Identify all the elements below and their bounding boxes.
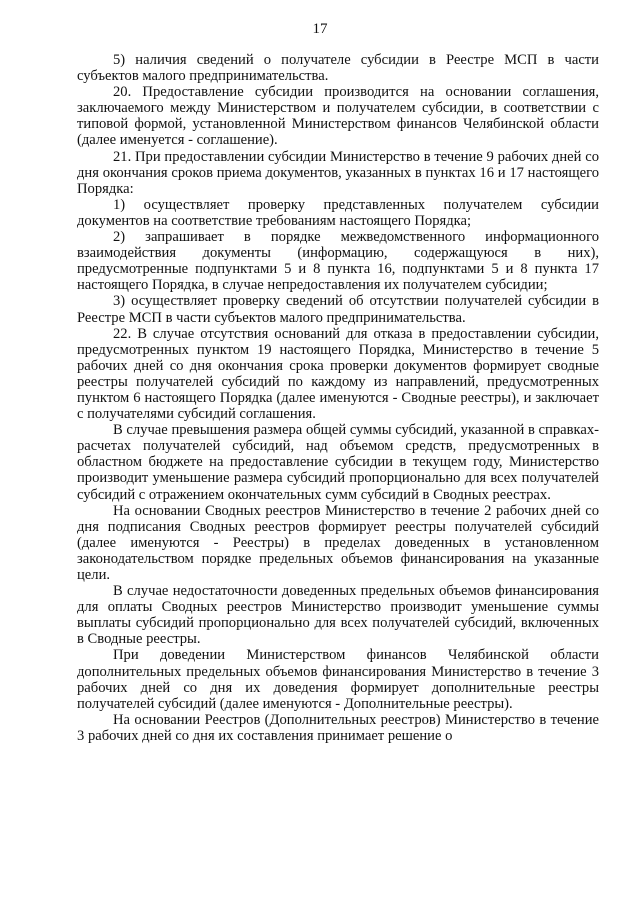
paragraph-excess-sum: В случае превышения размера общей суммы субсидий, указанной в справках-расчетах получателей субсидий, над объемом средств, предусмотренных в областном бюджете на предоставление субсидии в текущем году, Министерство производит уменьшение размера субсидий пропорционально для всех получателей субсидий с отражением окончательных сумм субсидий в Сводных реестрах. [77, 422, 599, 503]
paragraph-subclause-2: 2) запрашивает в порядке межведомственного информационного взаимодействия документы (информацию, содержащуюся в них), предусмотренные подпунктами 5 и 8 пункта 16, подпунктами 5 и 8 пункта 17 настоящего Порядка, в случае непредоставления их получателем субсидии; [77, 229, 599, 294]
paragraph-subclause-1: 1) осуществляет проверку представленных получателем субсидии документов на соответствие требованиям настоящего Порядка; [77, 196, 599, 229]
paragraph-additional-registers: При доведении Министерством финансов Челябинской области дополнительных предельных объемов финансирования Министерство в течение 3 рабочих дней со дня их доведения формирует дополнительные реестры получателей субсидий (далее именуются - Дополнительные реестры). [77, 647, 599, 712]
paragraph-clause-22: 22. В случае отсутствия оснований для отказа в предоставлении субсидии, предусмотренных пунктом 19 настоящего Порядка, Министерство в течение 5 рабочих дней со дня окончания срока проверки документов формирует сводные реестры получателей субсидий по каждому из направлений, предусмотренных пунктом 6 настоящего Порядка (далее именуются - Сводные реестры), и заключает с получателями субсидий соглашения. [77, 325, 599, 423]
paragraph-item-5: 5) наличия сведений о получателе субсидии в Реестре МСП в части субъектов малого предпринимательства. [77, 52, 599, 85]
paragraph-clause-21: 21. При предоставлении субсидии Министерство в течение 9 рабочих дней со дня окончания сроков приема документов, указанных в пунктах 16 и 17 настоящего Порядка: [77, 148, 599, 197]
paragraph-clause-20: 20. Предоставление субсидии производится на основании соглашения, заключаемого между Министерством и получателем субсидии, в соответствии с типовой формой, установленной Министерством финансов Челябинской области (далее именуется - соглашение). [77, 84, 599, 149]
paragraph-registers-formation: На основании Сводных реестров Министерство в течение 2 рабочих дней со дня подписания Сводных реестров формирует реестры получателей субсидий (далее именуются - Реестры) в пределах доведенных в установленном законодательством порядке предельных объемов финансирования на указанные цели. [77, 502, 599, 583]
document-body [77, 52, 599, 744]
paragraph-subclause-3: 3) осуществляет проверку сведений об отсутствии получателей субсидии в Реестре МСП в части субъектов малого предпринимательства. [77, 293, 599, 326]
paragraph-decision: На основании Реестров (Дополнительных реестров) Министерство в течение 3 рабочих дней со дня их составления принимает решение о [77, 711, 599, 744]
page-number: 17 [312, 21, 328, 37]
paragraph-insufficient-limits: В случае недостаточности доведенных предельных объемов финансирования для оплаты Сводных реестров Министерство производит уменьшение суммы выплаты субсидий пропорционально для всех получателей субсидий, включенных в Сводные реестры. [77, 583, 599, 648]
